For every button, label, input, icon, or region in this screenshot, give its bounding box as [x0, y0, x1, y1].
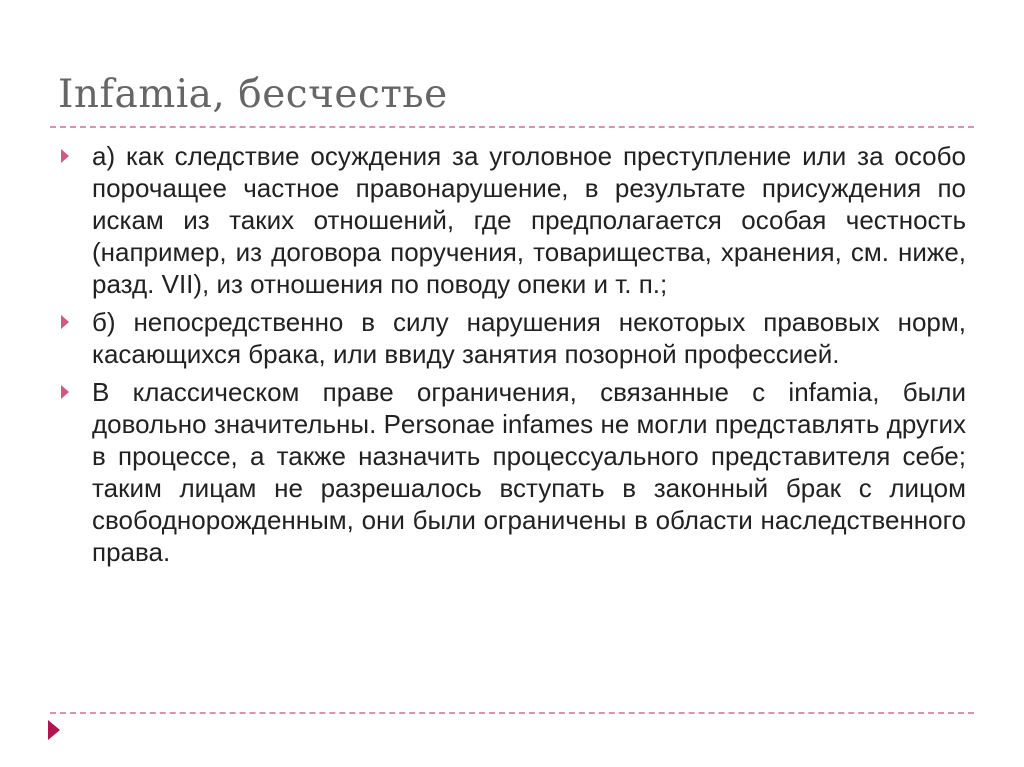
slide-title: Infamia, бесчестье	[58, 72, 448, 117]
list-item	[60, 376, 966, 568]
triangle-bullet-icon	[61, 149, 69, 163]
list-item	[60, 306, 966, 370]
title-divider	[50, 126, 974, 128]
triangle-bullet-icon	[61, 315, 69, 329]
list-item	[60, 140, 966, 300]
triangle-arrow-icon	[48, 720, 60, 740]
footer-divider	[50, 712, 974, 714]
bullet-text: а) как следствие осуждения за уголовное преступление или за особо порочащее частное правонарушение, в результате присуждения по искам из таких отношений, где предполагается особая честность (например, из договора поручения, товарищества, хранения, см. ниже, разд. VII), из отношения по поводу опеки и т. п.;	[92, 141, 966, 299]
bullet-text: В классическом праве ограничения, связанные с infamia, были довольно значительны. Personae infames не могли представлять других в процессе, а также назначить процессуального представителя себе; таким лицам не разрешалось вступать в законный брак с лицом свободнорожденным, они были ограничены в области наследственного права.	[92, 377, 966, 567]
bullet-text: б) непосредственно в силу нарушения некоторых правовых норм, касающихся брака, или ввиду занятия позорной профессией.	[92, 307, 966, 369]
triangle-bullet-icon	[61, 385, 69, 399]
bullet-list	[60, 140, 966, 574]
